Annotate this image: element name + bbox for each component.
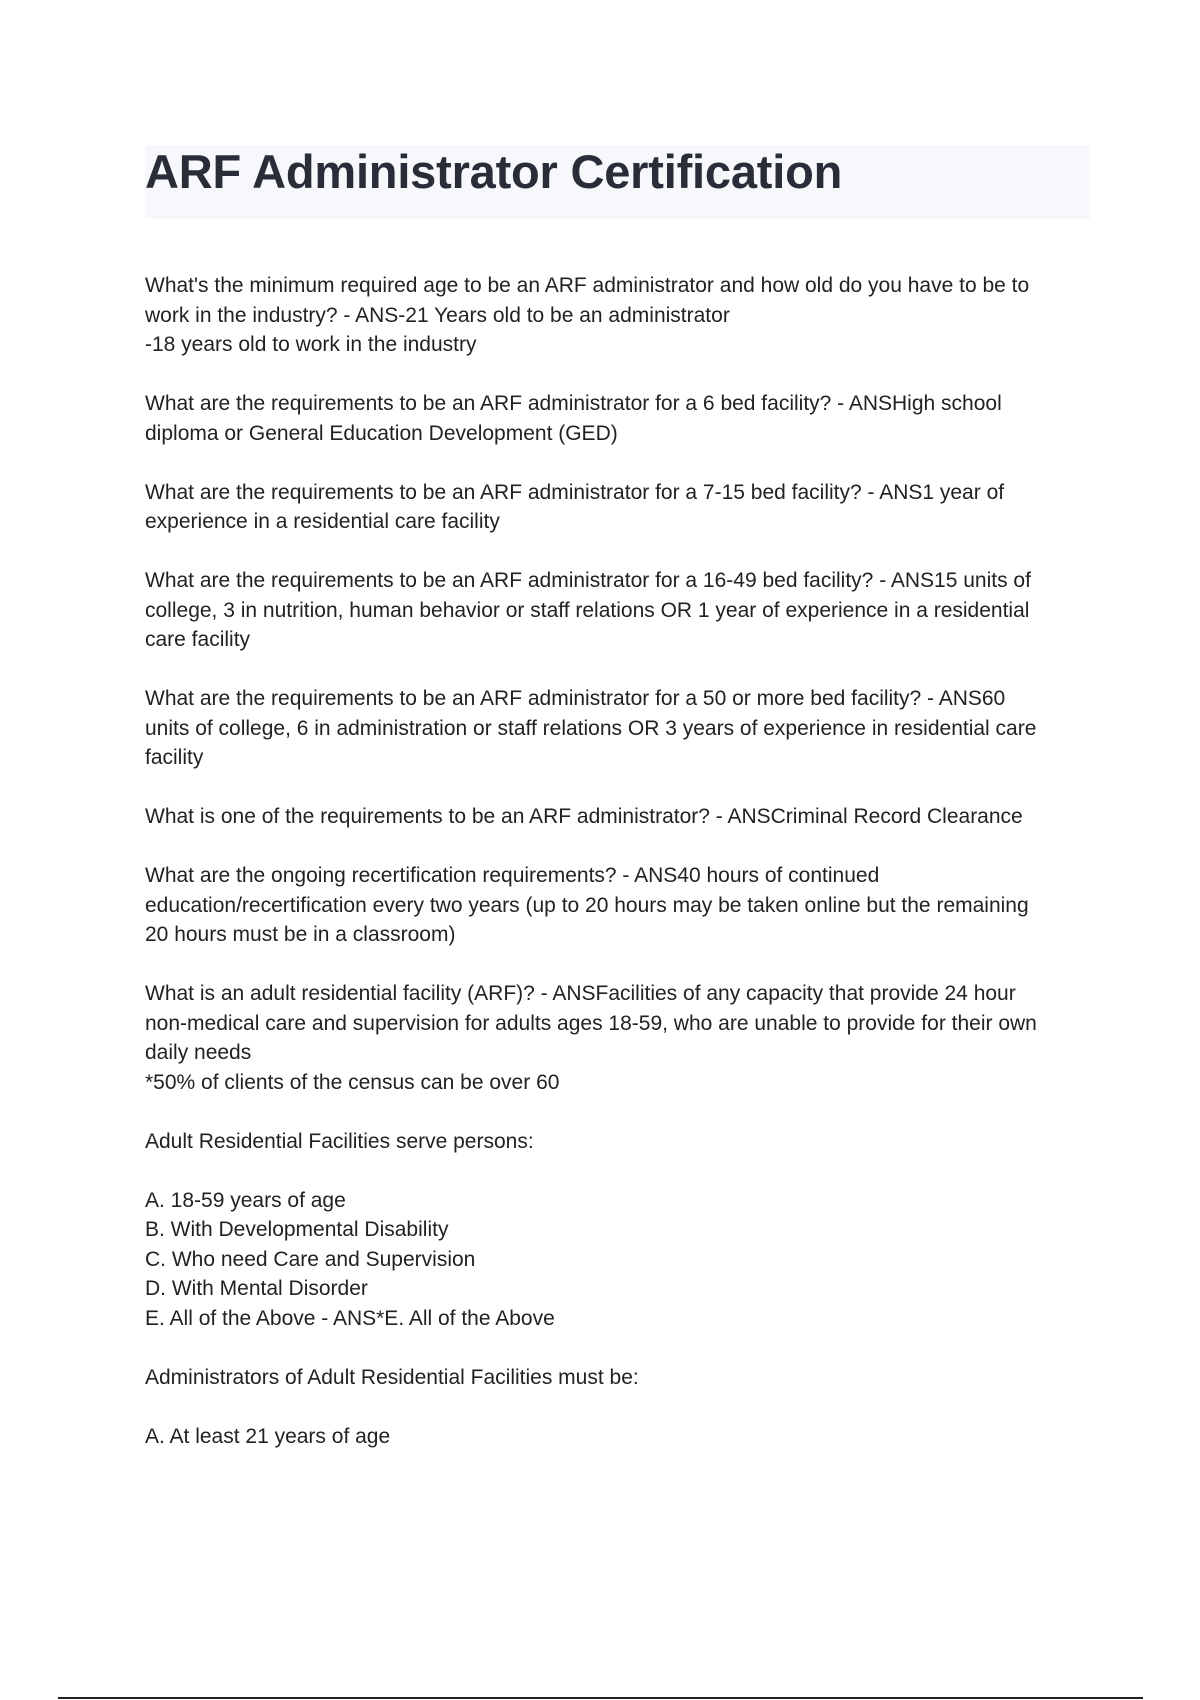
option-line: D. With Mental Disorder	[145, 1277, 368, 1300]
qa-paragraph-age	[145, 271, 1095, 360]
paragraph-line: college, 3 in nutrition, human behavior or staff relations OR 1 year of experience in a residential	[145, 598, 1030, 622]
paragraph-line: 20 hours must be in a classroom)	[145, 923, 456, 946]
qa-paragraph-50-plus-bed	[145, 684, 1095, 773]
paragraph-line: diploma or General Education Development (GED)	[145, 421, 618, 445]
paragraph-line: What's the minimum required age to be an ARF administrator and how old do you have to be to	[145, 274, 1030, 297]
option-line: A. At least 21 years of age	[145, 1424, 391, 1448]
paragraph-line: facility	[145, 746, 204, 769]
qa-paragraph-recertification	[145, 861, 1095, 950]
paragraph-line: What are the requirements to be an ARF administrator for a 6 bed facility? - ANSHigh school	[145, 392, 1002, 415]
question-administrators-must-be	[145, 1363, 1095, 1393]
answer-options-administrators	[145, 1422, 1095, 1452]
paragraph-line: What are the requirements to be an ARF administrator for a 50 or more bed facility? - ANS60	[145, 687, 1006, 710]
option-line: A. 18-59 years of age	[145, 1188, 346, 1212]
qa-paragraph-arf-definition	[145, 979, 1095, 1097]
paragraph-line: What are the ongoing recertification requirements? - ANS40 hours of continued	[145, 864, 880, 887]
paragraph-line: What is an adult residential facility (ARF)? - ANSFacilities of any capacity that provide 24 hour	[145, 982, 1016, 1005]
paragraph-line: *50% of clients of the census can be over 60	[145, 1070, 560, 1094]
document-body	[145, 271, 1095, 1481]
paragraph-line: daily needs	[145, 1041, 252, 1064]
question-serve-persons	[145, 1127, 1095, 1157]
paragraph-line: work in the industry? - ANS-21 Years old to be an administrator	[145, 303, 730, 327]
paragraph-line: care facility	[145, 628, 251, 651]
paragraph-line: Administrators of Adult Residential Facilities must be:	[145, 1365, 639, 1389]
option-line: C. Who need Care and Supervision	[145, 1247, 476, 1271]
paragraph-line: What is one of the requirements to be an ARF administrator? - ANSCriminal Record Clearance	[145, 805, 1023, 828]
option-line: B. With Developmental Disability	[145, 1218, 449, 1241]
document-title: ARF Administrator Certification	[145, 145, 843, 198]
paragraph-line: What are the requirements to be an ARF administrator for a 16-49 bed facility? - ANS15 units of	[145, 569, 1031, 592]
paragraph-line: Adult Residential Facilities serve persons:	[145, 1129, 534, 1153]
option-line: E. All of the Above - ANS*E. All of the Above	[145, 1306, 555, 1330]
page-bottom-divider	[58, 1697, 1143, 1699]
answer-options-serve-persons	[145, 1186, 1095, 1334]
qa-paragraph-16-49-bed	[145, 566, 1095, 655]
qa-paragraph-criminal-clearance	[145, 802, 1095, 832]
qa-paragraph-6-bed	[145, 389, 1095, 448]
paragraph-line: -18 years old to work in the industry	[145, 333, 477, 356]
paragraph-line: experience in a residential care facility	[145, 510, 500, 533]
paragraph-line: units of college, 6 in administration or staff relations OR 3 years of experience in residential care	[145, 716, 1037, 740]
qa-paragraph-7-15-bed	[145, 478, 1095, 537]
paragraph-line: What are the requirements to be an ARF administrator for a 7-15 bed facility? - ANS1 year of	[145, 480, 1005, 504]
paragraph-line: education/recertification every two years (up to 20 hours may be taken online but the remaining	[145, 893, 1029, 917]
paragraph-line: non-medical care and supervision for adults ages 18-59, who are unable to provide for their own	[145, 1011, 1037, 1035]
